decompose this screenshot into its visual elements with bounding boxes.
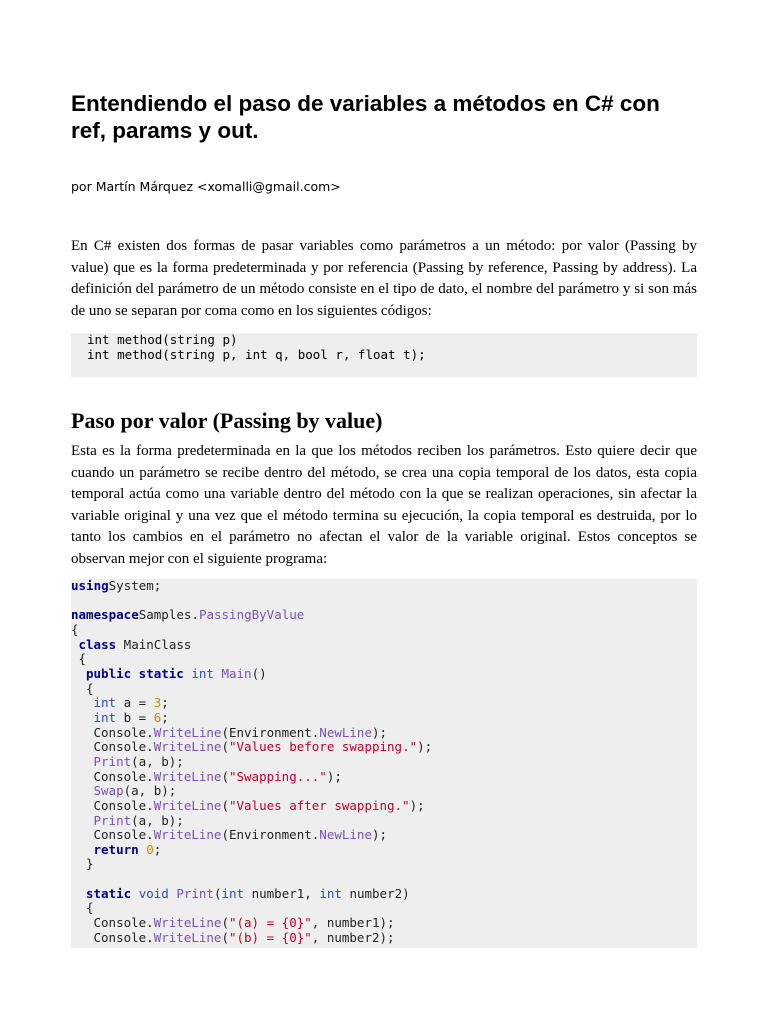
code-token: (: [221, 915, 229, 931]
code-line: [71, 784, 432, 799]
code-token: );: [409, 797, 425, 813]
code-token: );: [371, 724, 388, 740]
code-line: [71, 682, 432, 697]
code-line: [71, 887, 432, 902]
code-token: [131, 886, 139, 901]
code-token: PassingByValue: [198, 607, 305, 623]
code-token: {: [86, 900, 94, 916]
code-token: namespace: [71, 607, 139, 623]
code-token: WriteLine: [153, 768, 222, 784]
intro-paragraph: En C# existen dos formas de pasar variables como parámetros a un método: por valor (Passing by value) que es la forma predeterminada y por referencia (Passing by reference, Passing by address). La definición del parámetro de un método consiste en el tipo de dato, el nombre del parámetro y si son más de uno se separan por coma como en los siguientes códigos:: [71, 238, 697, 319]
code-token: NewLine: [319, 827, 372, 843]
code-token: );: [371, 827, 388, 843]
code-token: a =: [116, 695, 154, 711]
code-token: (a, b);: [131, 753, 184, 769]
code-token: "(a) = {0}": [228, 915, 312, 931]
code-token: "Values before swapping.": [228, 739, 418, 755]
code-line: [71, 872, 432, 887]
code-token: public static: [86, 665, 184, 681]
code-token: int: [93, 695, 117, 711]
code-token: (a, b);: [123, 783, 177, 799]
code-token: WriteLine: [153, 827, 222, 843]
code-token: "Values after swapping.": [228, 797, 410, 813]
document-title: Entendiendo el paso de variables a métodos en C# con ref, params y out.: [71, 91, 660, 143]
code-token: "(b) = {0}": [228, 929, 312, 945]
code-token: (): [251, 665, 267, 681]
code-token: ;: [161, 695, 169, 711]
section-paragraph: Esta es la forma predeterminada en la que los métodos reciben los parámetros. Esto quiere decir que cuando un parámetro se recibe dentro del método, se crea una copia temporal de los datos, esta copia temporal actúa como una variable dentro del método con la que se realizan operaciones, sin afectar la variable original y una vez que el método termina su ejecución, la copia temporal es destruida, por lo tanto los cambios en el parámetro no afectan el valor de la variable original. Estos conceptos se observan mejor con el siguiente programa:: [71, 443, 697, 567]
code-token: void: [138, 885, 169, 901]
code-token: Console.: [93, 797, 154, 813]
code-token: 3: [153, 695, 162, 711]
code-token: Print: [93, 753, 132, 769]
code-token: using: [71, 579, 109, 593]
code-token: "Swapping...": [228, 768, 327, 784]
code-token: (a, b);: [131, 812, 184, 828]
code-line: [71, 916, 432, 931]
code-token: (: [213, 885, 222, 901]
code-token: }: [86, 856, 94, 872]
code-token: WriteLine: [153, 724, 222, 740]
code-token: {: [71, 621, 79, 637]
code-token: {: [86, 680, 94, 696]
code-line: [71, 608, 432, 623]
code-token: , number1);: [311, 915, 395, 931]
code-token: Console.: [93, 768, 154, 784]
code-token: b =: [116, 709, 154, 725]
code-token: NewLine: [319, 724, 372, 740]
author-line: por Martín Márquez <xomalli@gmail.com>: [71, 179, 341, 194]
code-token: Main: [221, 665, 252, 681]
code-token: (: [221, 768, 229, 784]
code-token: Samples.: [138, 607, 199, 623]
code-line: [71, 652, 432, 667]
code-token: WriteLine: [153, 797, 222, 813]
code-token: WriteLine: [153, 739, 222, 755]
code-line: [71, 711, 432, 726]
section-heading: Paso por valor (Passing by value): [71, 408, 383, 433]
code-line: [71, 740, 432, 755]
code-line: [71, 726, 432, 741]
code-line: [71, 843, 432, 858]
code-line: [71, 901, 432, 916]
code-token: MainClass: [116, 636, 192, 652]
code-token: WriteLine: [153, 915, 222, 931]
code-token: (: [221, 739, 229, 755]
code-line: [71, 828, 432, 843]
code-token: );: [417, 739, 433, 755]
code-line: [71, 638, 432, 653]
code-line: [71, 696, 432, 711]
code-token: number1,: [244, 885, 320, 901]
code-token: static: [86, 885, 132, 901]
code-line: [71, 755, 432, 770]
code-token: int: [221, 885, 245, 901]
code-token: number2): [341, 885, 410, 901]
code-token: return: [93, 841, 139, 857]
code-line: [71, 799, 432, 814]
code-token: (: [221, 929, 229, 945]
code-token: 6: [153, 709, 162, 725]
code-token: int: [93, 709, 117, 725]
code-token: System;: [108, 579, 162, 593]
program-code-block: [71, 579, 697, 948]
code-token: ;: [161, 709, 169, 725]
code-token: {: [78, 651, 87, 667]
code-token: Console.: [93, 739, 154, 755]
code-line: int method(string p, int q, bool r, float t);: [87, 347, 426, 362]
code-token: (Environment.: [221, 724, 320, 740]
code-token: WriteLine: [153, 929, 222, 945]
code-token: );: [326, 768, 342, 784]
code-line: [71, 931, 432, 946]
code-line: [71, 594, 432, 609]
code-token: Swap: [93, 783, 124, 799]
code-token: Print: [176, 885, 214, 901]
code-lines: [71, 579, 432, 945]
code-line: [71, 667, 432, 682]
code-token: class: [78, 636, 117, 652]
code-token: ;: [153, 841, 162, 857]
code-token: int: [319, 885, 342, 901]
code-token: Print: [93, 812, 132, 828]
code-line: [71, 770, 432, 785]
code-token: Console.: [93, 915, 154, 931]
code-token: Console.: [93, 929, 154, 945]
code-line: [71, 579, 432, 594]
code-line: [71, 857, 432, 872]
code-token: Console.: [93, 827, 154, 843]
code-token: 0: [146, 841, 154, 857]
code-token: (Environment.: [221, 827, 320, 843]
code-token: (: [221, 797, 229, 813]
code-token: Console.: [93, 724, 154, 740]
code-token: , number2);: [311, 929, 395, 945]
signature-code-block: [71, 333, 697, 377]
code-line: int method(string p): [87, 332, 238, 347]
code-line: [71, 814, 432, 829]
code-token: int: [191, 665, 214, 681]
code-line: [71, 623, 432, 638]
